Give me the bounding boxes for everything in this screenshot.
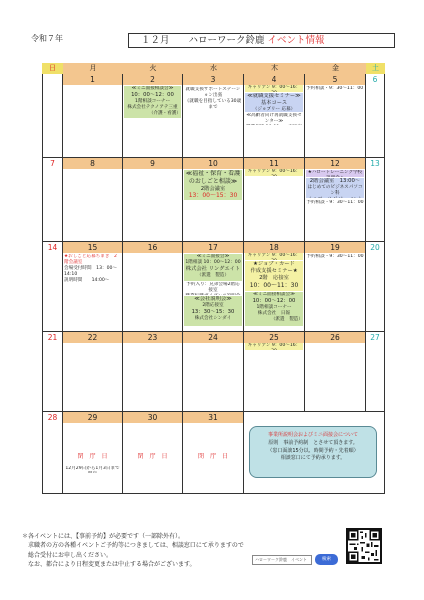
closed-day-label: 閉 庁 日 bbox=[197, 453, 228, 460]
day-cell[interactable]: 25 キャリアン 9：00～16： bbox=[244, 332, 305, 412]
day-cell[interactable]: 29 閉 庁 日 12月29日から1月3日まで bbox=[63, 412, 123, 494]
event-support-station[interactable]: 就職支援サポートステーション出張 《就職を目指している30歳まで bbox=[184, 87, 242, 109]
day-cell[interactable]: 8 bbox=[63, 158, 123, 242]
weekday-sun: 日 bbox=[42, 63, 63, 74]
event-reservation[interactable]: 予約相談・9：30～11：00 bbox=[306, 200, 364, 205]
event-training-school[interactable]: ★ハロートレーニング学校 bbox=[307, 170, 363, 175]
title-left: １２月 ハローワーク鈴鹿 bbox=[141, 35, 265, 46]
footer-notes: ＊各イベントには、【事前予約】が必要です（一部除外有）。 求職者の方の各種イベントご予約等につきましては、相談窓口にて承りますので 総合受付にお申し出ください。 なお、都合により日程変更または中止する場合がございます。 bbox=[22, 533, 244, 568]
weekday-sat: 土 bbox=[366, 63, 385, 74]
event-career[interactable]: キャリアン 9：00～16： bbox=[245, 85, 303, 92]
closed-day-label: 閉 庁 日 bbox=[137, 453, 168, 460]
event-guidance[interactable]: 予約入り：兄弟会場2階応接室 bbox=[186, 282, 240, 293]
qr-code-icon[interactable] bbox=[346, 528, 382, 564]
day-cell[interactable]: 16 bbox=[123, 242, 183, 332]
day-cell[interactable]: 22 bbox=[63, 332, 123, 412]
event-mini-interview[interactable]: ≪ミニ面接相談会≫ 10：00～12：00 1階相談コーナー 株式会社 日報 （派遣 製造） bbox=[245, 292, 303, 326]
day-cell[interactable]: 28 bbox=[42, 412, 63, 494]
closed-period-note: 12月29日から1月3日まで bbox=[65, 466, 120, 471]
event-job-card-seminar[interactable]: ★ジョブ・カード 作成支援セミナー★ 2階 応接室 10：00～11：30 bbox=[245, 261, 303, 291]
event-welfare-consult[interactable]: ≪福祉・保育・看護 のおしごと相談≫ 2階会議室 13：00～15：30 bbox=[185, 170, 241, 200]
day-cell[interactable]: 6 bbox=[366, 74, 385, 158]
day-cell[interactable]: 9 bbox=[123, 158, 183, 242]
event-reservation[interactable]: 予約相談・9：30～11：00 bbox=[306, 254, 364, 259]
weekday-mon: 月 bbox=[63, 63, 123, 74]
notice-area bbox=[244, 412, 385, 494]
reservation-notice: 事業所説明会およびミニ面接会について 原則 事前予約制 とさせて頂きます。 （窓口面談15分以、時間予約・先着順） 相談窓口にて予約承ります。 bbox=[249, 426, 377, 478]
event-career[interactable]: キャリアン 9：00～16： bbox=[245, 253, 303, 260]
day-cell[interactable] bbox=[42, 74, 63, 158]
day-cell[interactable]: 12 ★ハロートレーニング学校 2階会議室 13:00～ はじめてのビジネスパソコン科 予約相談・9：30～11：00 bbox=[305, 158, 366, 242]
title-right: イベント情報 bbox=[267, 35, 325, 46]
day-cell[interactable]: 7 bbox=[42, 158, 63, 242]
page-title bbox=[128, 33, 395, 48]
day-cell[interactable]: 5 予約相談・9：30～11：00 bbox=[305, 74, 366, 158]
day-cell[interactable]: 26 bbox=[305, 332, 366, 412]
day-cell[interactable]: 18 キャリアン 9：00～16： ★ジョブ・カード 作成支援セミナー★ 2階 応接室 10：00～11：30 ≪ミニ面接相談会≫ 10：00～12：00 1階相談コーナー 株式会社 日報 （派遣 製造） bbox=[244, 242, 305, 332]
day-cell[interactable]: 14 bbox=[42, 242, 63, 332]
weekday-thu: 木 bbox=[244, 63, 305, 74]
day-cell[interactable]: 19 予約相談・9：30～11：00 bbox=[305, 242, 366, 332]
day-cell[interactable]: 1 bbox=[63, 74, 123, 158]
day-cell[interactable]: 11 キャリアン 9：00～16： bbox=[244, 158, 305, 242]
calendar bbox=[42, 63, 385, 471]
day-cell[interactable]: 23 bbox=[123, 332, 183, 412]
event-pc-course[interactable]: 2階会議室 13:00～ はじめてのビジネスパソコン科 bbox=[306, 178, 364, 198]
weekday-tue: 火 bbox=[123, 63, 183, 74]
day-cell[interactable]: 13 bbox=[366, 158, 385, 242]
event-mini-interview[interactable]: ≪ミニ面接相談会≫ 10：00～12：00 1階相談コーナー 株式会社テクノアテ三重 （介護・看護） bbox=[124, 86, 181, 118]
day-cell[interactable]: 2 ≪ミニ面接相談会≫ 10：00～12：00 1階相談コーナー 株式会社テクノアテ三重 （介護・看護） bbox=[123, 74, 183, 158]
event-career[interactable]: キャリアン 9：00～16： bbox=[245, 169, 303, 176]
day-cell[interactable]: 30 閉 庁 日 bbox=[123, 412, 183, 494]
weekday-fri: 金 bbox=[305, 63, 366, 74]
event-company-briefing[interactable]: ≪会社説明会≫ 2階応接室 13：30～15：30 株式会社シンダイ bbox=[184, 296, 242, 326]
day-cell[interactable]: 10 ≪福祉・保育・看護 のおしごと相談≫ 2階会議室 13：00～15：30 bbox=[183, 158, 244, 242]
search-input[interactable]: ハローワーク鈴鹿 イベント bbox=[252, 555, 312, 565]
event-reservation[interactable]: 予約相談・9：30～11：00 bbox=[306, 86, 364, 91]
event-mini-interview[interactable]: ≪ミニ面接会≫ 1階相談 10：00～12：00 株式会社 リングエイト （派遣 製造） bbox=[184, 254, 242, 281]
day-cell[interactable]: 24 bbox=[183, 332, 244, 412]
day-cell[interactable]: 20 bbox=[366, 242, 385, 332]
event-career[interactable]: キャリアン 9：00～16： bbox=[245, 343, 303, 350]
day-cell[interactable]: 27 bbox=[366, 332, 385, 412]
day-cell[interactable]: 17 ≪ミニ面接会≫ 1階相談 10：00～12：00 株式会社 リングエイト （派遣 製造） 予約入り：兄弟会場2階応接室 ≪会社説明会≫ 2階応接室 13：30～15：30 株式会社シンダイ bbox=[183, 242, 244, 332]
day-cell[interactable]: 4 キャリアン 9：00～16： ≪就職支援セミナー≫ 基本コース （ジョブリー 応募） ≪高齢者向け再就職支援センター≫ bbox=[244, 74, 305, 158]
day-cell[interactable]: 31 閉 庁 日 bbox=[183, 412, 244, 494]
event-application-help[interactable]: ★おしごと応募ちまき 2階会議室 会場受付時間 13：00～14:10 説明時間 14:00～ bbox=[64, 254, 118, 282]
weekday-wed: 水 bbox=[183, 63, 244, 74]
closed-day-label: 閉 庁 日 bbox=[77, 453, 108, 460]
day-cell[interactable]: 3 就職支援サポートステーション出張 《就職を目指している30歳まで bbox=[183, 74, 244, 158]
day-cell[interactable]: 21 bbox=[42, 332, 63, 412]
event-senior-center[interactable]: ≪高齢者向け再就職支援センター≫ bbox=[246, 113, 302, 124]
era-label: 令和７年 bbox=[31, 34, 63, 43]
search-button[interactable]: 検索 bbox=[315, 554, 338, 565]
day-cell[interactable]: 15 ★おしごと応募ちまき 2階会議室 会場受付時間 13：00～14:10 説明時間 14:00～ bbox=[63, 242, 123, 332]
event-seminar-basic[interactable]: ≪就職支援セミナー≫ 基本コース （ジョブリー 応募） bbox=[245, 93, 303, 112]
